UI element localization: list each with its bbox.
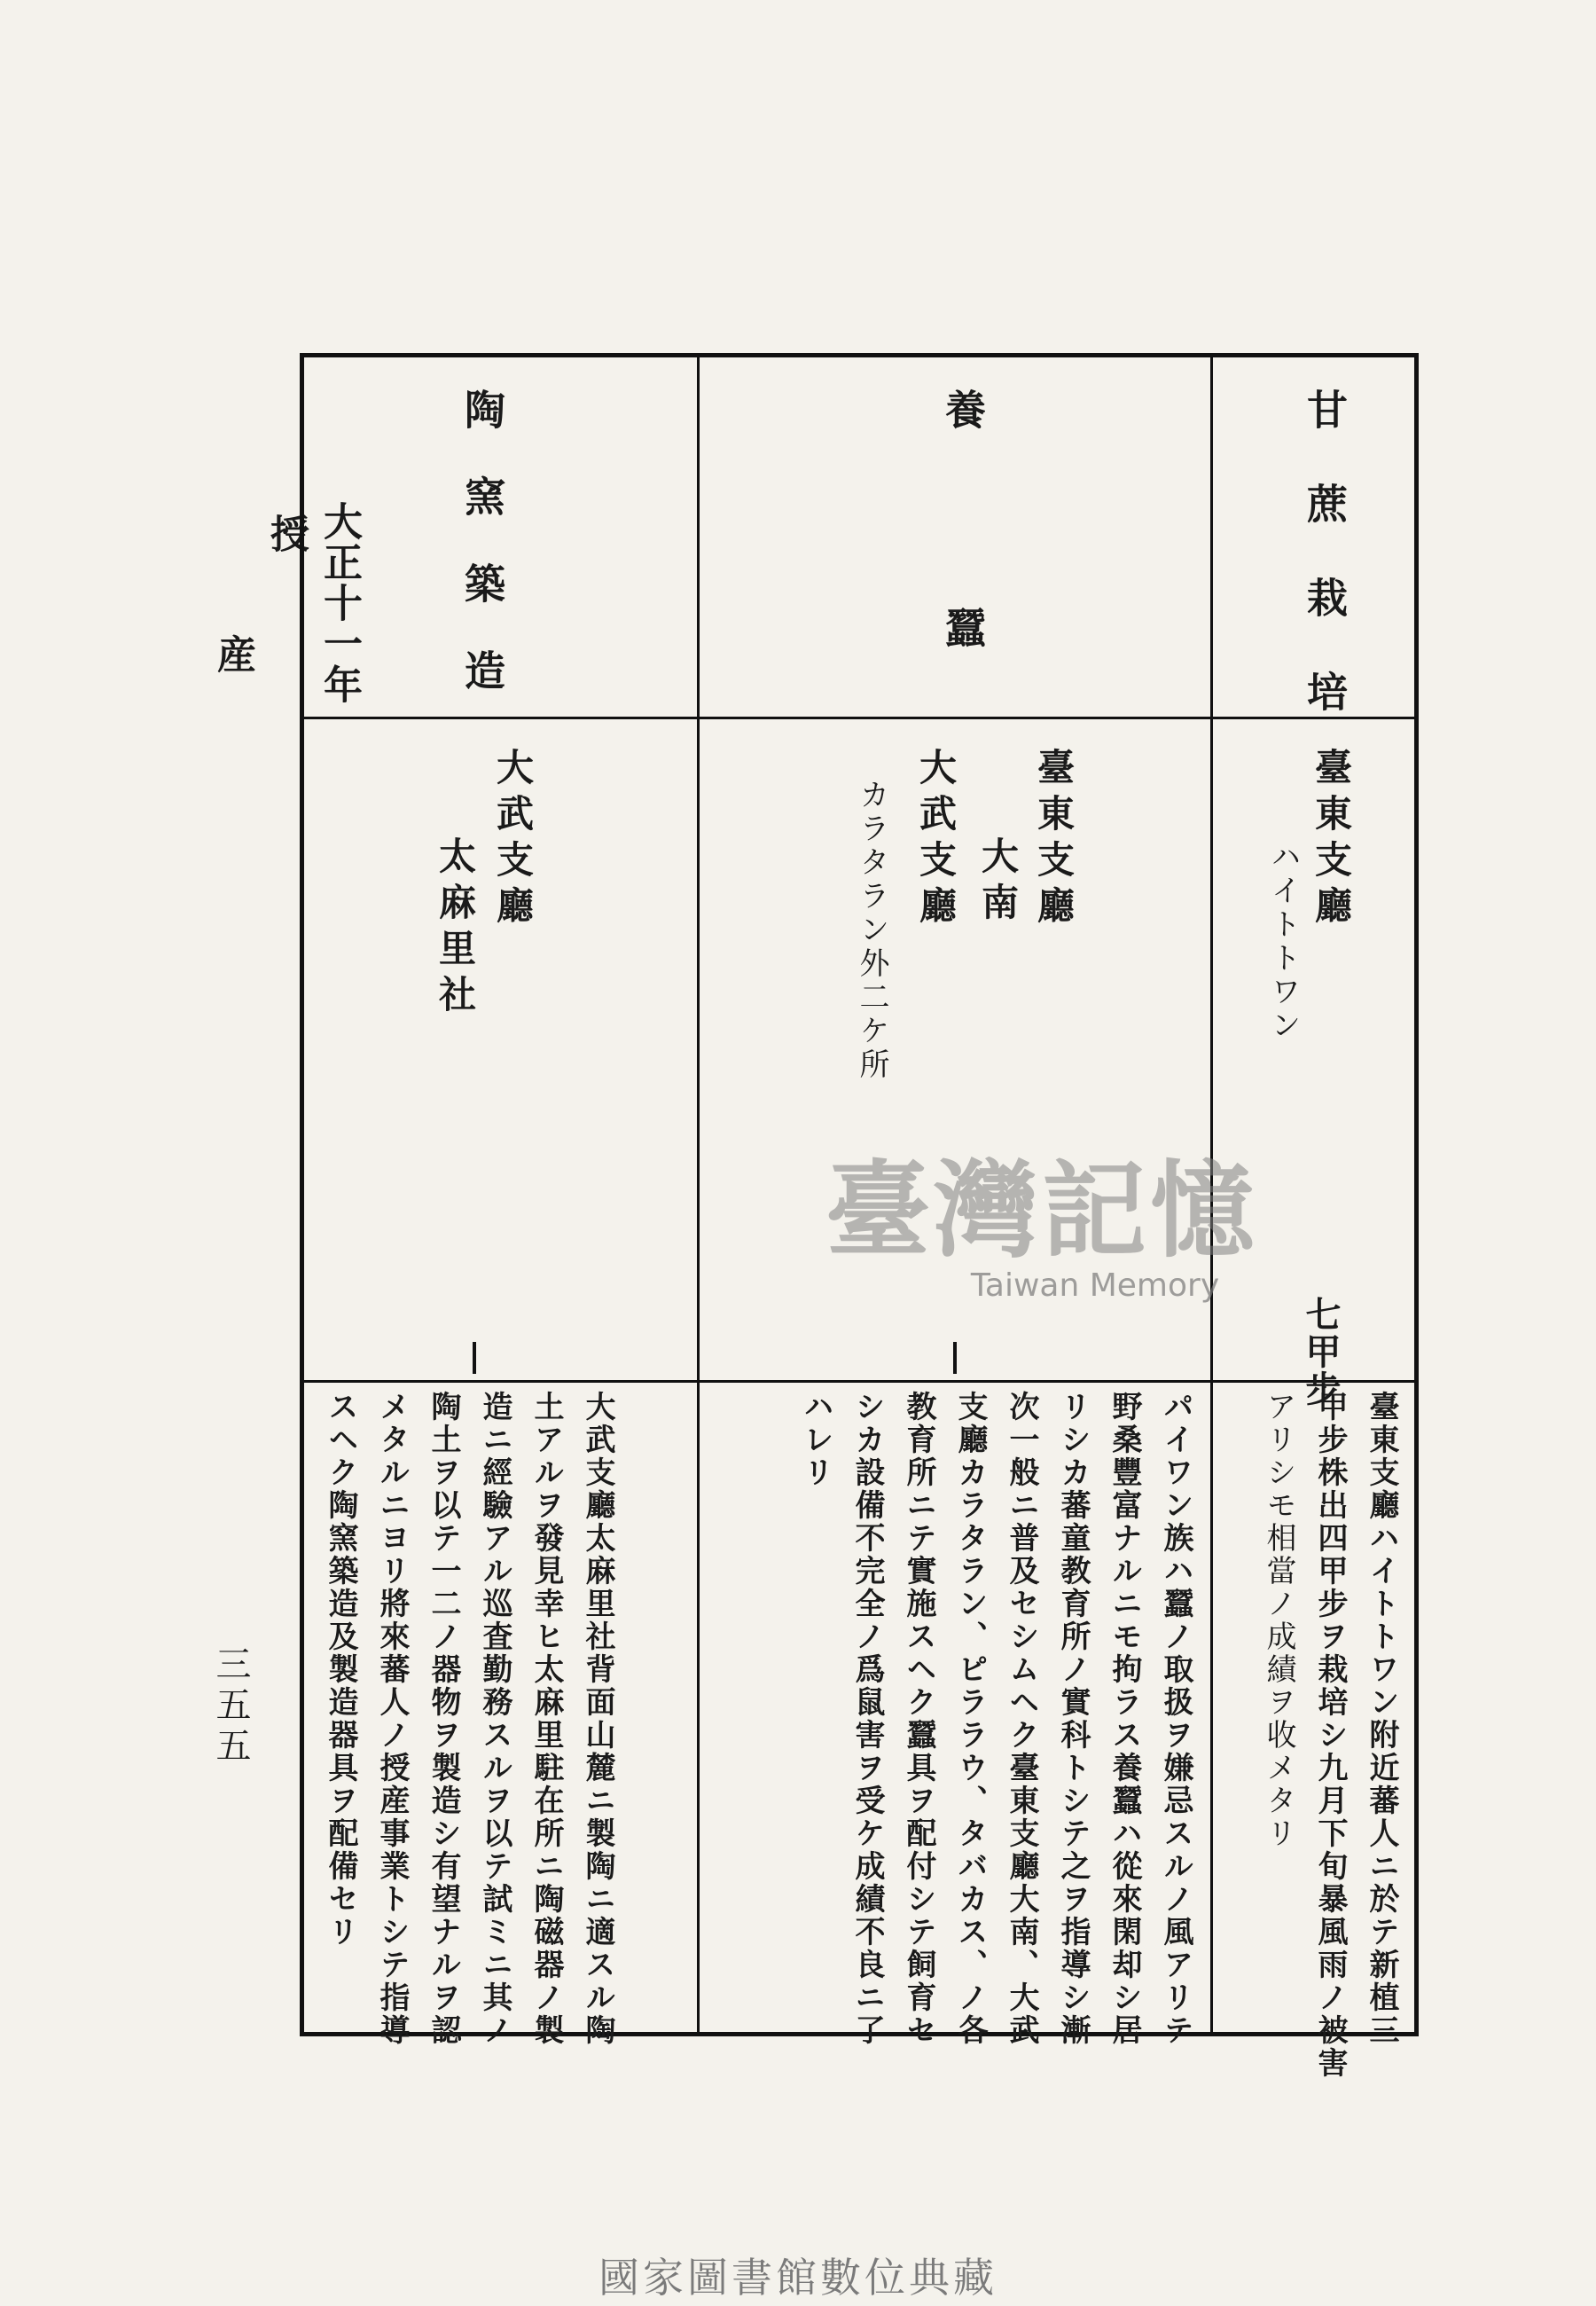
location-taitung: 臺東支廳 xyxy=(1032,748,1076,932)
description-line: アリシモ相當ノ成績ヲ收メタリ xyxy=(1261,1391,1296,1850)
watermark-english-text: Taiwan Memory xyxy=(970,1267,1220,1304)
category-kiln: 陶窯築造 xyxy=(458,388,506,736)
row-divider xyxy=(304,1380,1419,1383)
description-line: 支廳カラタラン、ピララウ、タバカス、ノ各 xyxy=(952,1391,988,2047)
description-line: パイワン族ハ蠶ノ取扱ヲ嫌忌スルノ風アリテ xyxy=(1158,1391,1193,2047)
quantity-dash-kiln xyxy=(473,1342,476,1374)
description-line: リシカ蕃童教育所ノ實科トシテ之ヲ指導シ漸 xyxy=(1055,1391,1091,2047)
description-line: 陶土ヲ以テ一二ノ器物ヲ製造シ有望ナルヲ認 xyxy=(426,1391,461,2047)
quantity-dash-sericulture xyxy=(953,1342,957,1374)
location-taitung: 臺東支廳 xyxy=(1310,748,1353,932)
column-divider xyxy=(697,357,700,2036)
description-line: 教育所ニテ實施スヘク蠶具ヲ配付シテ飼育セ xyxy=(901,1391,936,2047)
description-line: 甲步株出四甲步ヲ栽培シ九月下旬暴風雨ノ被害 xyxy=(1312,1391,1348,2080)
description-line: 造ニ經驗アル巡査勤務スルヲ以テ試ミニ其ノ xyxy=(477,1391,512,2047)
location-dana: 大南 xyxy=(976,836,1020,929)
description-kiln xyxy=(315,1391,623,2047)
quantity-sugarcane: 七甲步 xyxy=(1300,1296,1342,1408)
description-line: ハレリ xyxy=(798,1391,833,1489)
description-line: スヘク陶窯築造及製造器具ヲ配備セリ xyxy=(323,1391,358,1949)
description-line: 土アルヲ發見幸ヒ太麻里駐在所ニ陶磁器ノ製 xyxy=(528,1391,564,2047)
description-line: シカ設備不完全ノ爲鼠害ヲ受ケ成績不良ニ了 xyxy=(849,1391,885,2047)
description-line: メタルニヨリ將來蕃人ノ授産事業トシテ指導 xyxy=(374,1391,410,2047)
location-taimali: 太麻里社 xyxy=(434,836,477,1021)
description-sericulture xyxy=(790,1391,1201,2047)
description-line: 臺東支廳ハイトトワン附近蕃人ニ於テ新植三 xyxy=(1364,1391,1399,2047)
watermark-logo-text: 臺灣記憶 xyxy=(825,1149,1258,1272)
taiwan-memory-watermark xyxy=(802,1149,1281,1335)
location-dawu: 大武支廳 xyxy=(491,748,535,932)
page-number: 三五五 xyxy=(210,1645,251,1768)
description-line: 次一般ニ普及セシムヘク臺東支廳大南、大武 xyxy=(1004,1391,1039,2047)
description-sugarcane xyxy=(1253,1391,1407,2080)
location-dawu: 大武支廳 xyxy=(914,748,958,932)
header-year: 大正十一年 xyxy=(317,501,362,705)
sublocation-karataran: カラタラン外二ケ所 xyxy=(854,779,889,1082)
description-line: 大武支廳太麻里社背面山麓ニ製陶ニ適スル陶 xyxy=(580,1391,615,2047)
header-title: 授 xyxy=(263,514,309,576)
sublocation-haitotowan: ハイトトワン xyxy=(1265,841,1301,1043)
category-sericulture: 養蠶 xyxy=(939,388,987,825)
header-title-second: 産 xyxy=(210,634,255,675)
description-line: 野桑豐富ナルニモ拘ラス養蠶ハ從來閑却シ居 xyxy=(1107,1391,1142,2047)
footer-credit: 國家圖書館數位典藏 xyxy=(598,2254,998,2302)
category-sugarcane: 甘蔗栽培 xyxy=(1301,388,1349,765)
